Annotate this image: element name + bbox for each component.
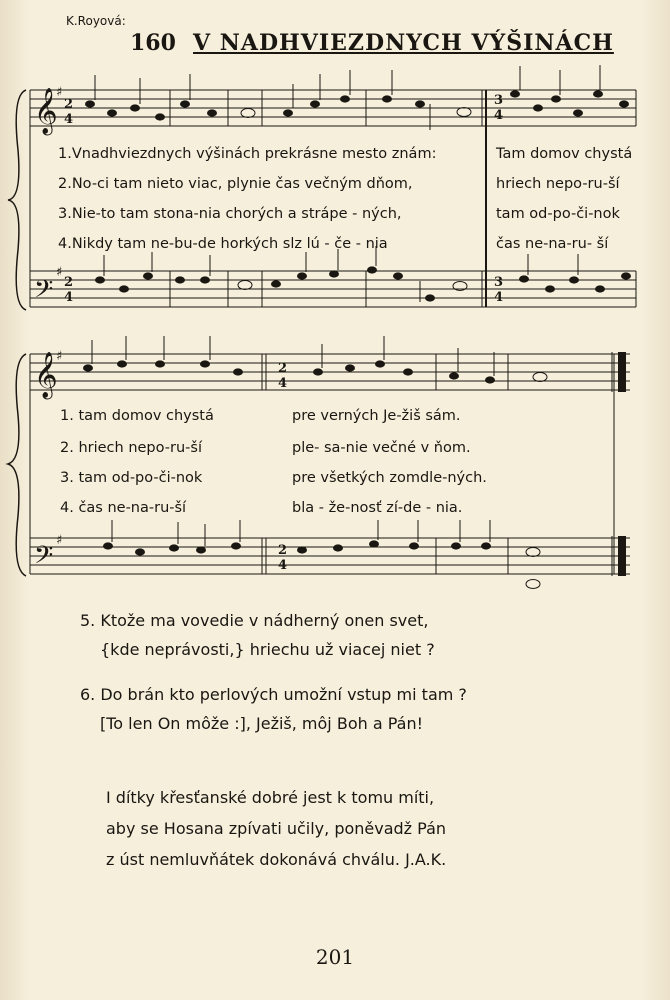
svg-text:3: 3 [494,275,504,290]
page-number: 201 [315,945,355,969]
svg-text:𝄞: 𝄞 [34,88,58,134]
scripture-quote [106,782,446,875]
svg-text:𝄢: 𝄢 [34,275,54,310]
svg-text:2: 2 [278,543,288,558]
verse-4-lyrics-c: 4. čas ne-na-ru-ší [60,500,187,516]
verse-3-lyrics-a: 3.Nie-to tam stona-nia chorých a strápe - ných, [58,206,402,222]
svg-text:2: 2 [64,97,74,112]
stanza-5-line-2: {kde neprávosti,} hriechu už viacej niet ? [100,640,435,659]
verse-2-lyrics-d: ple- sa-nie večné v ňom. [292,440,471,456]
svg-text:3: 3 [494,93,504,108]
hymn-number: 160 [130,30,176,56]
verse-3-lyrics-d: pre všetkých zomdle-ných. [292,470,487,486]
svg-text:4: 4 [64,112,74,127]
verse-4-lyrics-d: bla - že-nosť zí-de - nia. [292,500,463,516]
author-label: K.Royová: [66,14,126,28]
svg-text:♯: ♯ [56,349,63,364]
svg-text:4: 4 [494,108,504,123]
stanza-5-line-1: 5. Ktože ma vovedie v nádherný onen svet, [80,611,429,630]
scripture-line-2: aby se Hosana zpívati učily, poněvadž Pán [106,819,447,838]
svg-text:4: 4 [278,376,288,391]
svg-text:2: 2 [278,361,288,376]
verse-1-lyrics-a: 1.Vnadhviezdnych výšinách prekrásne mesto znám: [58,146,437,162]
svg-text:♯: ♯ [56,265,63,280]
stanza-6-line-1: 6. Do brán kto perlových umožní vstup mi tam ? [80,685,467,704]
verse-4-lyrics-b: čas ne-na-ru- ší [496,236,609,252]
svg-text:4: 4 [278,558,288,573]
stanza-5 [80,606,435,664]
svg-text:𝄢: 𝄢 [34,541,54,576]
verse-2-lyrics-b: hriech nepo-ru-ší [496,176,620,192]
svg-text:𝄞: 𝄞 [34,352,58,398]
stanza-6 [80,680,467,738]
verse-1-lyrics-b: Tam domov chystá [496,146,633,162]
svg-text:4: 4 [494,290,504,305]
verse-1-lyrics-c: 1. tam domov chystá [60,408,214,424]
svg-text:♯: ♯ [56,533,63,548]
verse-3-lyrics-b: tam od-po-či-nok [496,206,620,222]
verse-4-lyrics-a: 4.Nikdy tam ne-bu-de horkých slz lú - če - nia [58,236,388,252]
svg-text:4: 4 [64,290,74,305]
stanza-6-line-2: [To len On môže :], Ježiš, môj Boh a Pán! [100,714,424,733]
music-system-2 [0,330,670,590]
verse-1-lyrics-d: pre verných Je-žiš sám. [292,408,461,424]
svg-text:2: 2 [64,275,74,290]
music-system-1 [0,0,670,330]
scripture-line-1: I dítky křesťanské dobré jest k tomu míti, [106,788,435,807]
hymn-title: V NADHVIEZDNYCH VÝŠINÁCH [193,30,614,56]
verse-2-lyrics-c: 2. hriech nepo-ru-ší [60,440,202,456]
verse-3-lyrics-c: 3. tam od-po-či-nok [60,470,203,486]
verse-2-lyrics-a: 2.No-ci tam nieto viac, plynie čas večným dňom, [58,176,413,192]
svg-text:♯: ♯ [56,85,63,100]
scripture-line-3: z úst nemluvňátek dokonává chválu. J.A.K. [106,850,447,869]
